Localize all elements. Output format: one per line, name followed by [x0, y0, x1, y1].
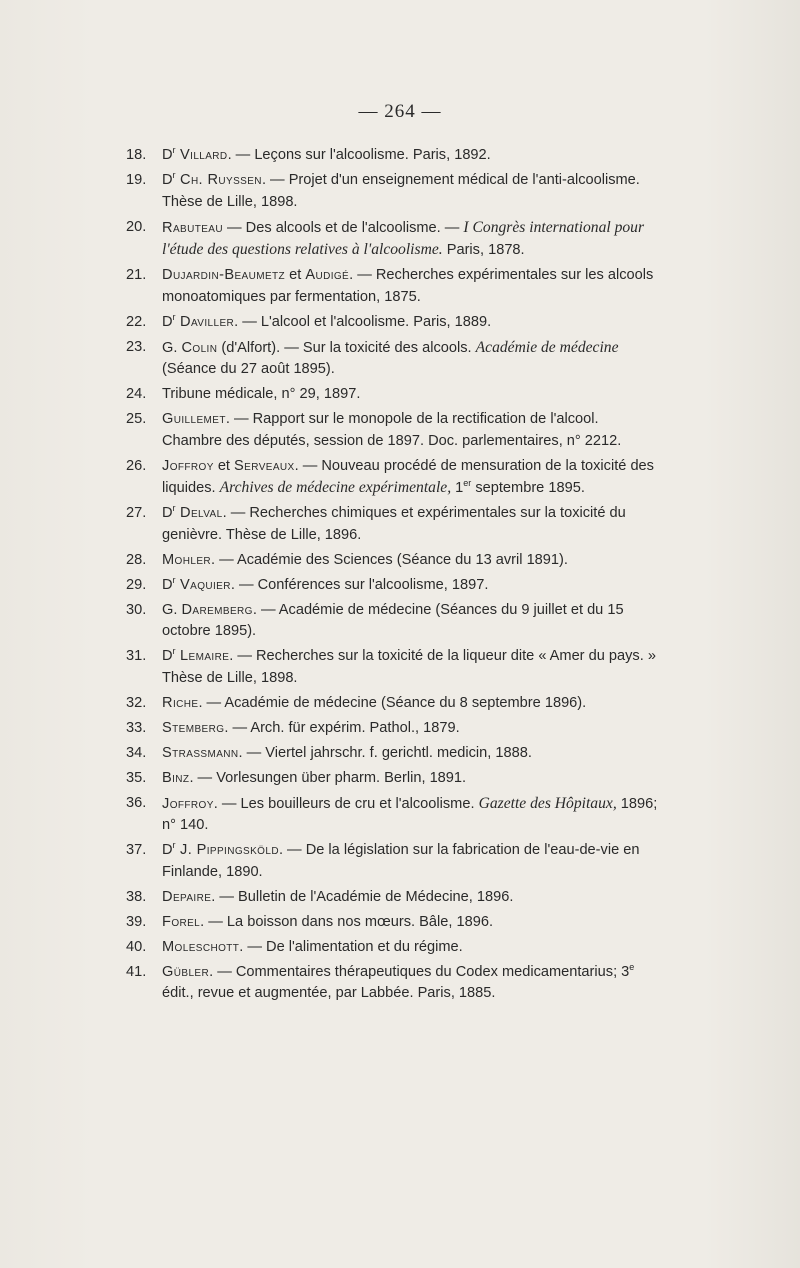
reference-item	[126, 311, 662, 334]
reference-num: 34.	[126, 744, 147, 761]
reference-pre: G.	[162, 339, 182, 356]
reference-author: Riche	[162, 694, 199, 711]
reference-text: . — Commentaires thérapeutiques du Codex medicamentarius; 3	[209, 963, 630, 980]
reference-num: 26.	[126, 457, 147, 474]
reference-text: . — De l'alimentation et du régime.	[239, 938, 463, 955]
reference-item	[126, 337, 662, 381]
reference-num: 21.	[126, 267, 147, 283]
reference-num: 28.	[126, 551, 147, 568]
reference-text: et	[213, 457, 235, 474]
reference-author: Joffroy	[162, 457, 214, 474]
reference-item	[126, 384, 662, 406]
reference-author: Delval	[175, 505, 223, 521]
reference-author: Stemberg	[162, 719, 225, 736]
reference-item	[126, 550, 662, 572]
reference-item	[126, 912, 662, 934]
reference-author: Joffroy	[162, 795, 214, 812]
reference-item	[126, 793, 662, 837]
reference-author: Daremberg	[181, 601, 253, 618]
reference-author: Strassmann	[162, 744, 239, 761]
reference-ital: I Congrès international pour l'étude des questions relatives à l'alcoolisme.	[162, 218, 645, 258]
reference-post: (Séance du 27 août 1895).	[162, 361, 335, 377]
reference-text: . — Rapport sur le monopole de la rectification de l'alcool. Chambre des députés, session de 1897. Doc. parlementaires, n° 2212.	[162, 411, 622, 449]
reference-item	[126, 265, 662, 308]
reference-item	[126, 840, 662, 883]
reference-author: Audigé	[305, 267, 350, 283]
reference-author: J. Pippingsköld	[175, 842, 279, 858]
reference-num: 31.	[126, 648, 147, 664]
reference-textsup: e	[629, 961, 635, 972]
reference-num: 20.	[126, 218, 147, 235]
reference-author: Gübler	[162, 963, 210, 980]
reference-pre: D	[162, 172, 173, 188]
reference-item	[126, 600, 662, 643]
reference-text: — Des alcools et de l'alcoolisme. —	[222, 219, 464, 236]
reference-num: 23.	[126, 338, 147, 355]
reference-author: Villard	[175, 147, 228, 163]
reference-postsup: er	[463, 478, 472, 489]
reference-item	[126, 217, 662, 262]
reference-sup: r	[172, 145, 176, 156]
reference-pre: D	[162, 313, 173, 330]
reference-author: Lemaire	[175, 648, 230, 664]
reference-author: Moleschott	[162, 938, 240, 955]
reference-text: . — Bulletin de l'Académie de Médecine, 1896.	[211, 888, 514, 905]
reference-text: . — Leçons sur l'alcoolisme. Paris, 1892.	[227, 147, 491, 163]
reference-text: . — Viertel jahrschr. f. gerichtl. medicin, 1888.	[238, 744, 532, 761]
reference-item	[126, 693, 662, 715]
reference-author: Colin	[181, 339, 218, 356]
reference-author: Daviller	[175, 313, 235, 330]
reference-author: Mohler	[162, 551, 212, 568]
reference-post: 1	[451, 480, 464, 496]
reference-text: . — Nouveau procédé de mensuration de la toxicité des liquides.	[162, 457, 654, 496]
reference-sup: r	[172, 574, 176, 585]
reference-num: 39.	[126, 913, 147, 930]
reference-sup: r	[172, 311, 176, 322]
reference-author: Ch. Ruyssen	[175, 172, 262, 188]
reference-num: 32.	[126, 694, 147, 711]
reference-author: Vaquier	[175, 576, 231, 593]
reference-text: . — Conférences sur l'alcoolisme, 1897.	[230, 576, 489, 593]
reference-num: 40.	[126, 938, 147, 955]
reference-author: Binz	[162, 769, 190, 786]
reference-ital: Archives de médecine expérimentale,	[219, 479, 452, 496]
page-number: — 264 —	[358, 101, 442, 122]
reference-ital: Académie de médecine	[475, 338, 619, 356]
reference-num: 30.	[126, 601, 147, 618]
reference-num: 19.	[126, 172, 147, 188]
reference-item	[126, 170, 662, 213]
reference-text: . — Les bouilleurs de cru et l'alcoolisme.	[213, 795, 479, 812]
reference-text: . — Projet d'un enseignement médical de l'anti-alcoolisme. Thèse de Lille, 1898.	[162, 172, 640, 210]
reference-author: Guillemet	[162, 411, 226, 427]
reference-text: . — Arch. für expérim. Pathol., 1879.	[224, 719, 460, 736]
reference-num: 18.	[126, 147, 147, 163]
reference-author: Depaire	[162, 888, 212, 905]
reference-author: Forel	[162, 913, 201, 930]
reference-sup: r	[172, 503, 176, 514]
reference-num: 22.	[126, 313, 147, 330]
reference-item	[126, 503, 662, 546]
reference-num: 37.	[126, 842, 147, 858]
reference-item	[126, 456, 662, 500]
reference-post: septembre 1895.	[471, 480, 585, 496]
reference-num: 33.	[126, 719, 147, 736]
reference-text: . — Académie des Sciences (Séance du 13 avril 1891).	[211, 551, 568, 568]
reference-num: 29.	[126, 576, 147, 593]
reference-ital: Gazette des Hôpitaux,	[478, 794, 617, 812]
reference-num: 38.	[126, 888, 147, 905]
reference-item	[126, 646, 662, 689]
reference-item	[126, 937, 662, 959]
reference-num: 35.	[126, 769, 147, 786]
reference-item	[126, 768, 662, 790]
reference-text: (d'Alfort). — Sur la toxicité des alcools.	[217, 339, 476, 356]
reference-text: Tribune médicale, n° 29, 1897.	[162, 386, 361, 402]
reference-item	[126, 574, 662, 597]
reference-sup: r	[172, 646, 176, 657]
reference-num: 24.	[126, 386, 147, 402]
reference-item	[126, 887, 662, 909]
reference-pre: D	[162, 648, 173, 664]
reference-post: Paris, 1878.	[442, 242, 525, 258]
reference-sup: r	[172, 170, 176, 181]
reference-item	[126, 145, 662, 167]
reference-text: . — Académie de médecine (Séances du 9 juillet et du 15 octobre 1895).	[162, 601, 624, 639]
reference-item	[126, 961, 662, 1005]
reference-text: . — Vorlesungen über pharm. Berlin, 1891.	[189, 769, 467, 786]
reference-pre: D	[162, 505, 173, 521]
reference-text: édit., revue et augmentée, par Labbée. Paris, 1885.	[162, 985, 496, 1001]
reference-text: . — L'alcool et l'alcoolisme. Paris, 1889.	[234, 313, 492, 330]
reference-pre: D	[162, 147, 173, 163]
reference-post: 1896; n° 140.	[162, 795, 658, 833]
reference-item	[126, 743, 662, 765]
reference-item	[126, 409, 662, 452]
reference-text: . — La boisson dans nos mœurs. Bâle, 1896.	[200, 913, 493, 930]
reference-text: . — Académie de médecine (Séance du 8 septembre 1896).	[198, 694, 587, 711]
reference-author: Serveaux	[234, 457, 295, 474]
reference-pre: G.	[162, 601, 182, 618]
reference-text: . — Recherches sur la toxicité de la liqueur dite « Amer du pays. » Thèse de Lille, 1898.	[162, 648, 656, 686]
reference-item	[126, 718, 662, 740]
reference-num: 25.	[126, 411, 147, 427]
reference-author: Dujardin-Beaumetz	[162, 267, 286, 283]
reference-sup: r	[172, 840, 176, 851]
reference-num: 36.	[126, 794, 147, 811]
reference-pre: D	[162, 842, 173, 858]
reference-text: et	[285, 267, 306, 283]
reference-text: . — Recherches expérimentales sur les alcools monoatomiques par fermentation, 1875.	[162, 267, 654, 305]
reference-pre: D	[162, 576, 173, 593]
reference-list	[126, 145, 662, 1008]
reference-author: Rabuteau	[162, 219, 223, 236]
reference-num: 41.	[126, 963, 147, 980]
reference-text: . — De la législation sur la fabrication de l'eau-de-vie en Finlande, 1890.	[162, 842, 640, 880]
reference-text: . — Recherches chimiques et expérimentales sur la toxicité du genièvre. Thèse de Lille, 1896.	[162, 505, 626, 543]
reference-num: 27.	[126, 505, 147, 521]
